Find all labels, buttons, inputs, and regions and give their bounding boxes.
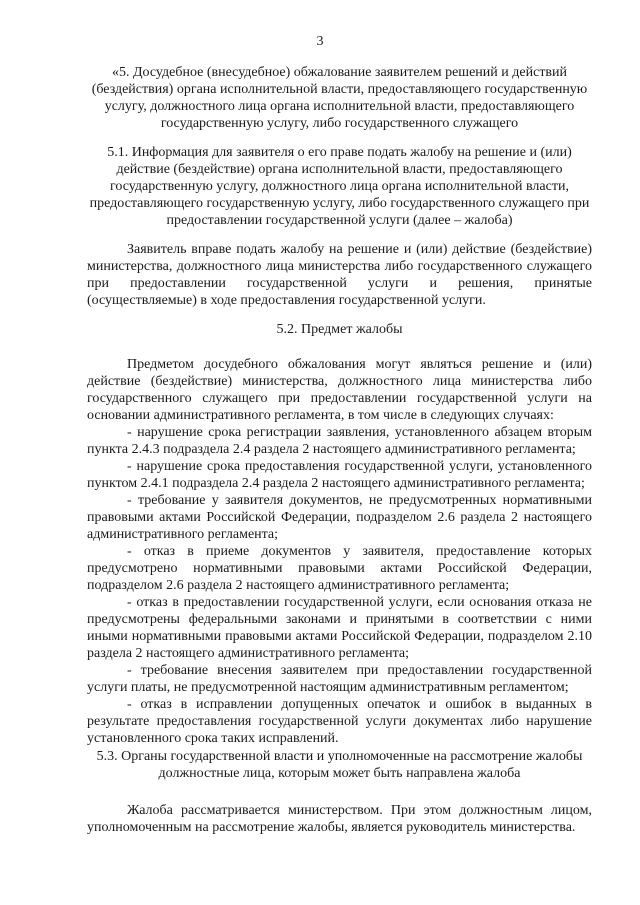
section-5-title: «5. Досудебное (внесудебное) обжалование заявителем решений и действий (бездействия) органа исполнительной власти, предоставляющего государственную услугу, должностного лица органа исполнительной власти, предоставляющего государственную услугу, либо государственного служащего: [91, 65, 588, 131]
subsection-5-3-title: 5.3. Органы государственной власти и уполномоченные на рассмотрение жалобы должностные лица, которым может быть направлена жалоба: [96, 749, 583, 781]
list-item: - нарушение срока регистрации заявления, установленного абзацем вторым пункта 2.4.3 подраздела 2.4 раздела 2 настоящего административного регламента;: [87, 425, 592, 457]
subsection-5-1-title: 5.1. Информация для заявителя о его праве подать жалобу на решение и (или) действие (бездействие) органа исполнительной власти, предоставляющего государственную услугу, должностного лица органа исполнительной власти, предоставляющего государственную услугу, либо государственного служащего при предоставлении государственной услуги (далее – жалоба): [89, 145, 590, 228]
subsection-5-1-paragraph: Заявитель вправе подать жалобу на решение и (или) действие (бездействие) министерства, должностного лица министерства либо государственного служащего при предоставлении государственной услуги и решения, принятые (осуществляемые) в ходе предоставления государственной услуги.: [87, 242, 592, 308]
list-item: - отказ в исправлении допущенных опечаток и ошибок в выданных в результате предоставления государственной услуги документах либо нарушение установленного срока таких исправлений.: [87, 697, 592, 746]
page-number: 3: [316, 34, 324, 49]
subsection-5-2-intro: Предметом досудебного обжалования могут являться решение и (или) действие (бездействие) министерства, должностного лица министерства либо государственного служащего при предоставлении государственной услуги на основании административного регламента, в том числе в следующих случаях:: [87, 357, 592, 423]
list-item: - нарушение срока предоставления государственной услуги, установленного пунктом 2.4.1 подраздела 2.4 раздела 2 настоящего административного регламента;: [87, 459, 592, 491]
list-item: - отказ в приеме документов у заявителя, предоставление которых предусмотрено нормативными правовыми актами Российской Федерации, подразделом 2.6 раздела 2 настоящего административного регламента;: [87, 544, 592, 593]
list-item: - требование внесения заявителем при предоставлении государственной услуги платы, не предусмотренной настоящим административным регламентом;: [87, 663, 592, 695]
subsection-5-3-paragraph: Жалоба рассматривается министерством. При этом должностным лицом, уполномоченным на рассмотрение жалобы, является руководитель министерства.: [87, 803, 592, 835]
subsection-5-2-title: 5.2. Предмет жалобы: [276, 322, 403, 337]
subsection-5-2-body: [87, 356, 592, 747]
list-item: - отказ в предоставлении государственной услуги, если основания отказа не предусмотрены федеральными законами и принятыми в соответствии с ними иными нормативными правовыми актами Российской Федерации, подразделом 2.10 раздела 2 настоящего административного регламента;: [87, 595, 592, 661]
list-item: - требование у заявителя документов, не предусмотренных нормативными правовыми актами Российской Федерации, подразделом 2.6 раздела 2 настоящего административного регламента;: [87, 493, 592, 542]
